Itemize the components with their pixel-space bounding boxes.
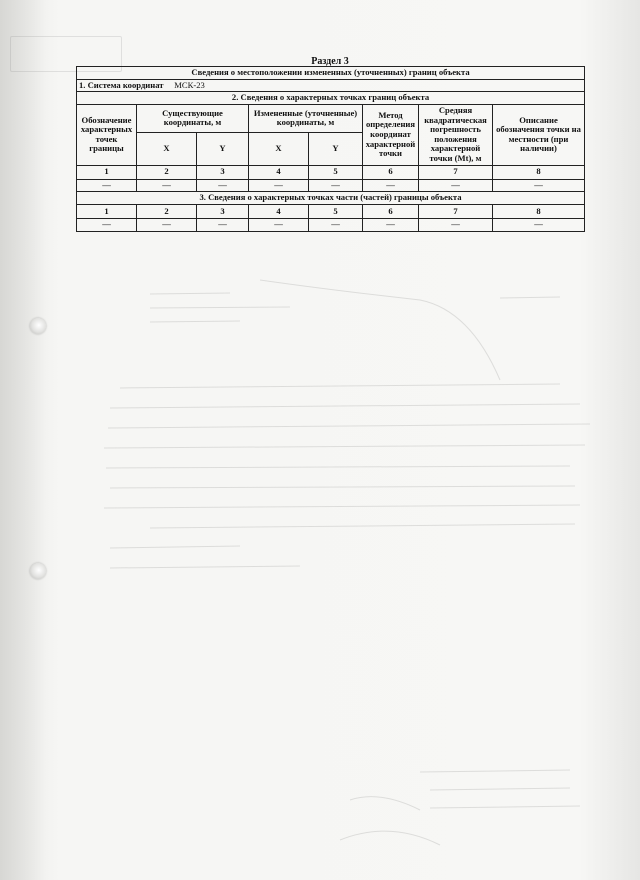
- column-number: 2: [137, 204, 197, 218]
- coord-system-row: [77, 79, 585, 92]
- header-y-changed: Y: [309, 132, 363, 165]
- column-number: 6: [363, 165, 419, 179]
- empty-cell: —: [77, 179, 137, 192]
- empty-cell: —: [77, 218, 137, 231]
- header-method: Метод определения координат характерной точки: [363, 104, 419, 165]
- column-number: 3: [197, 165, 249, 179]
- column-number: 8: [493, 204, 585, 218]
- empty-cell: —: [309, 179, 363, 192]
- column-number: 7: [419, 165, 493, 179]
- empty-cell: —: [493, 218, 585, 231]
- header-description: Описание обозначения точки на местности (при наличии): [493, 104, 585, 165]
- header-x-changed: X: [249, 132, 309, 165]
- header-accuracy: Средняя квадратическая погрешность положения характерной точки (Mt), м: [419, 104, 493, 165]
- empty-cell: —: [363, 179, 419, 192]
- boundary-points-table: [76, 66, 585, 232]
- empty-cell: —: [419, 218, 493, 231]
- empty-cell: —: [137, 218, 197, 231]
- header-changed-coords: Измененные (уточненные) координаты, м: [249, 104, 363, 132]
- coord-system-value: МСК-23: [174, 79, 205, 90]
- column-number: 1: [77, 204, 137, 218]
- header-x-existing: X: [137, 132, 197, 165]
- part3-empty-row: [77, 218, 585, 231]
- header-point-designation: Обозначение характерных точек границы: [77, 104, 137, 165]
- column-number: 7: [419, 204, 493, 218]
- section-heading: Раздел 3: [311, 56, 349, 67]
- column-number: 2: [137, 165, 197, 179]
- empty-cell: —: [249, 179, 309, 192]
- column-number: 8: [493, 165, 585, 179]
- column-number: 6: [363, 204, 419, 218]
- page-fold-shadow: [0, 0, 46, 880]
- empty-cell: —: [137, 179, 197, 192]
- empty-cell: —: [419, 179, 493, 192]
- coord-system-label: 1. Система координат: [79, 79, 164, 90]
- column-number: 4: [249, 165, 309, 179]
- header-y-existing: Y: [197, 132, 249, 165]
- empty-cell: —: [309, 218, 363, 231]
- column-number: 1: [77, 165, 137, 179]
- header-existing-coords: Существующие координаты, м: [137, 104, 249, 132]
- column-number: 5: [309, 165, 363, 179]
- empty-cell: —: [493, 179, 585, 192]
- part3-number-row: [77, 204, 585, 218]
- punch-hole: [30, 318, 46, 334]
- empty-cell: —: [249, 218, 309, 231]
- table-title: Сведения о местоположении измененных (уточненных) границ объекта: [77, 67, 585, 80]
- column-number: 5: [309, 204, 363, 218]
- part2-empty-row: [77, 179, 585, 192]
- column-number: 3: [197, 204, 249, 218]
- part2-title: 2. Сведения о характерных точках границ объекта: [77, 92, 585, 105]
- empty-cell: —: [197, 179, 249, 192]
- part3-title: 3. Сведения о характерных точках части (частей) границы объекта: [77, 192, 585, 205]
- part2-number-row: [77, 165, 585, 179]
- punch-hole: [30, 563, 46, 579]
- column-number: 4: [249, 204, 309, 218]
- empty-cell: —: [363, 218, 419, 231]
- empty-cell: —: [197, 218, 249, 231]
